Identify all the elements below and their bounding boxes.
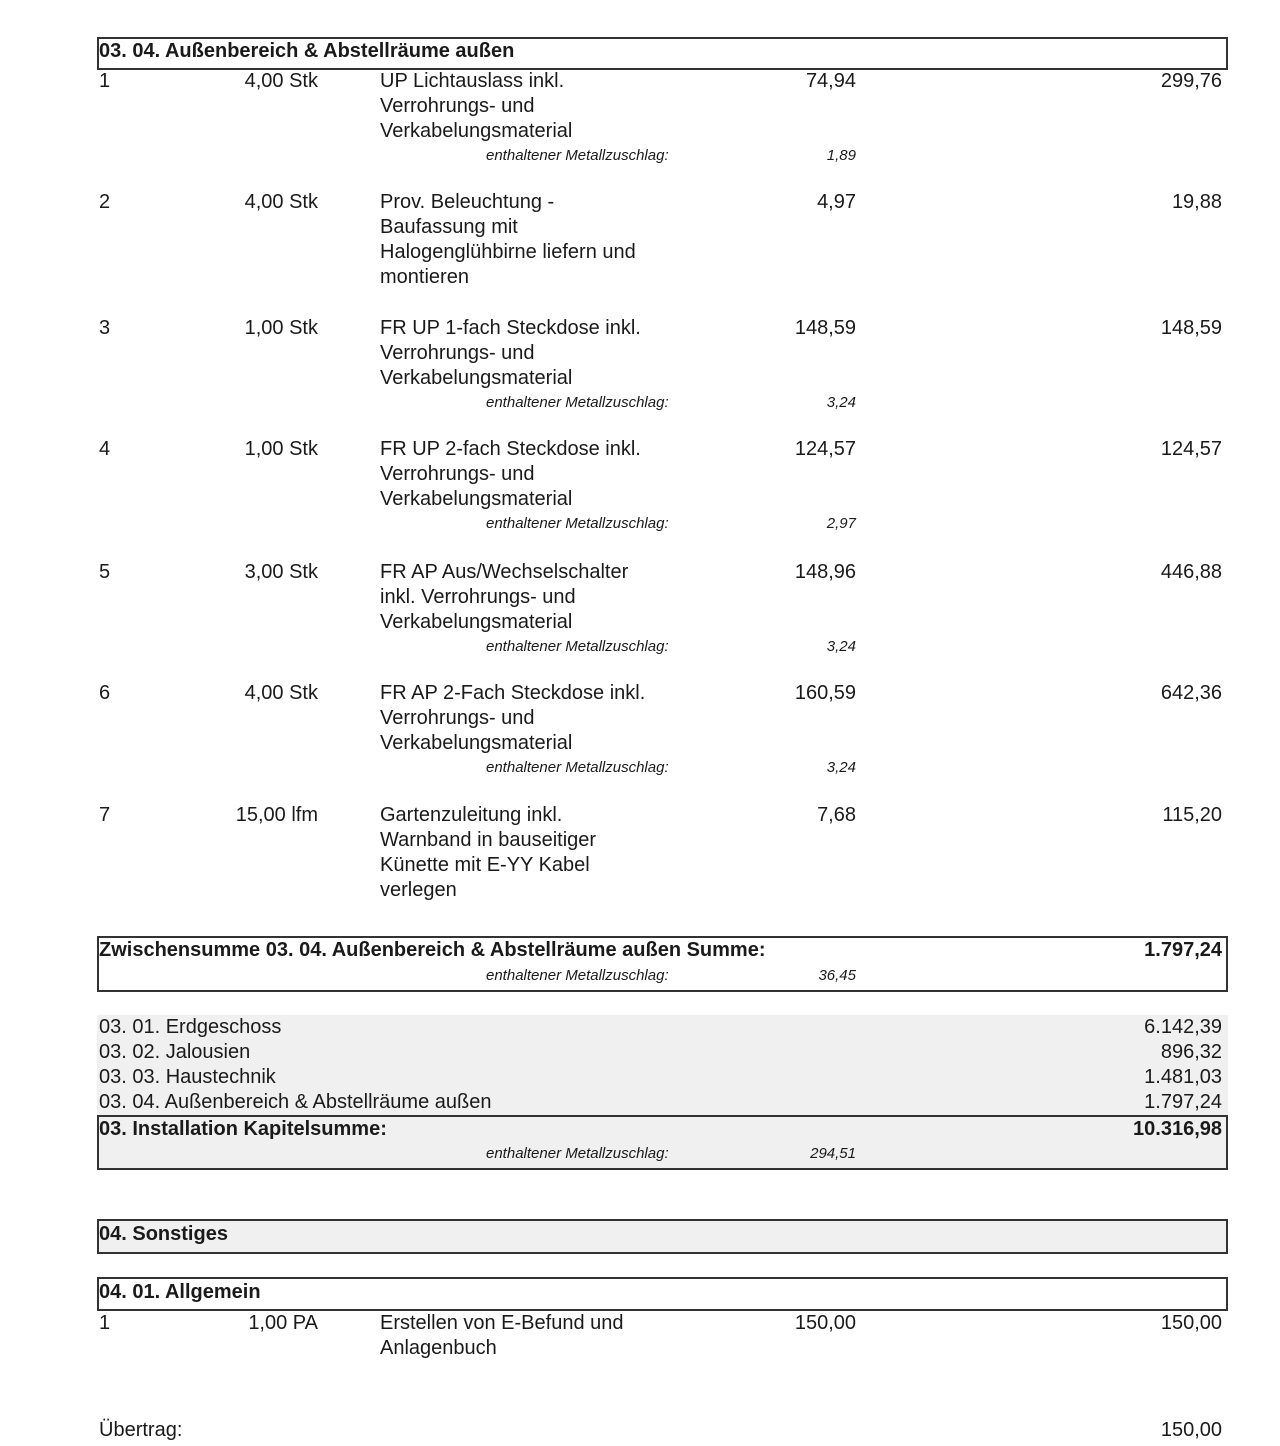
item-metal-note: enthaltener Metallzuschlag: bbox=[486, 394, 669, 411]
item-total: 148,59 bbox=[1160, 317, 1222, 339]
item-qty: 15,00 lfm bbox=[235, 804, 318, 826]
item-description-line: UP Lichtauslass inkl. bbox=[380, 70, 565, 92]
item-description-line: Verkabelungsmaterial bbox=[380, 120, 573, 142]
item-total: 642,36 bbox=[1160, 682, 1222, 704]
carryover-value: 150,00 bbox=[1160, 1419, 1222, 1441]
item-unit-price: 4,97 bbox=[817, 191, 856, 213]
item-description bbox=[380, 560, 710, 635]
chapter-total-value: 10.316,98 bbox=[1133, 1118, 1222, 1140]
summary-row-label: 03. 04. Außenbereich & Abstellräume außen bbox=[99, 1091, 492, 1113]
item-description-line: Verkabelungsmaterial bbox=[380, 488, 573, 510]
item-qty: 1,00 PA bbox=[248, 1312, 318, 1334]
item-qty: 3,00 Stk bbox=[244, 561, 318, 583]
item-qty: 4,00 Stk bbox=[244, 70, 318, 92]
section-0401-header bbox=[97, 1277, 1228, 1311]
chapter-total-label: 03. Installation Kapitelsumme: bbox=[99, 1118, 387, 1140]
item-metal-value: 3,24 bbox=[826, 638, 856, 655]
item-metal-note: enthaltener Metallzuschlag: bbox=[486, 147, 669, 164]
item-qty: 4,00 Stk bbox=[244, 191, 318, 213]
item-qty: 1,00 Stk bbox=[244, 438, 318, 460]
item-description-line: Verrohrungs- und bbox=[380, 707, 535, 729]
item-description-line: Verrohrungs- und bbox=[380, 95, 535, 117]
subtotal-value: 1.797,24 bbox=[1144, 939, 1222, 961]
item-pos: 5 bbox=[99, 561, 111, 583]
item-unit-price: 7,68 bbox=[817, 804, 856, 826]
summary-row-label: 03. 03. Haustechnik bbox=[99, 1066, 276, 1088]
item-pos: 4 bbox=[99, 438, 111, 460]
item-description-line: Halogenglühbirne liefern und bbox=[380, 241, 636, 263]
carryover-label: Übertrag: bbox=[99, 1419, 183, 1441]
item-total: 299,76 bbox=[1160, 70, 1222, 92]
item-unit-price: 148,96 bbox=[794, 561, 856, 583]
item-description-line: Erstellen von E-Befund und bbox=[380, 1312, 624, 1334]
item-pos: 1 bbox=[99, 1312, 111, 1334]
subtotal-metal-value: 36,45 bbox=[818, 967, 856, 984]
item-description-line: FR UP 2-fach Steckdose inkl. bbox=[380, 438, 641, 460]
chapter-04-title: 04. Sonstiges bbox=[99, 1223, 228, 1245]
item-description-line: verlegen bbox=[380, 879, 457, 901]
item-metal-value: 3,24 bbox=[826, 759, 856, 776]
item-description bbox=[380, 316, 710, 391]
item-pos: 7 bbox=[99, 804, 111, 826]
item-metal-value: 3,24 bbox=[826, 394, 856, 411]
subtotal-metal-note: enthaltener Metallzuschlag: bbox=[486, 967, 669, 984]
item-metal-note: enthaltener Metallzuschlag: bbox=[486, 638, 669, 655]
item-description bbox=[380, 190, 710, 290]
item-description bbox=[380, 69, 710, 144]
item-description-line: FR AP 2-Fach Steckdose inkl. bbox=[380, 682, 646, 704]
item-total: 150,00 bbox=[1160, 1312, 1222, 1334]
item-description-line: Warnband in bauseitiger bbox=[380, 829, 597, 851]
item-metal-note: enthaltener Metallzuschlag: bbox=[486, 515, 669, 532]
summary-row-value: 896,32 bbox=[1160, 1041, 1222, 1063]
chapter-metal-note: enthaltener Metallzuschlag: bbox=[486, 1145, 669, 1162]
item-qty: 1,00 Stk bbox=[244, 317, 318, 339]
summary-row-label: 03. 02. Jalousien bbox=[99, 1041, 251, 1063]
item-description-line: Baufassung mit bbox=[380, 216, 518, 238]
item-unit-price: 124,57 bbox=[794, 438, 856, 460]
chapter-04-header bbox=[97, 1219, 1228, 1254]
summary-row-value: 6.142,39 bbox=[1144, 1016, 1222, 1038]
item-metal-note: enthaltener Metallzuschlag: bbox=[486, 759, 669, 776]
item-description bbox=[380, 681, 710, 756]
item-pos: 6 bbox=[99, 682, 111, 704]
item-description bbox=[380, 803, 710, 903]
item-unit-price: 160,59 bbox=[794, 682, 856, 704]
item-total: 115,20 bbox=[1162, 804, 1222, 826]
summary-row-label: 03. 01. Erdgeschoss bbox=[99, 1016, 282, 1038]
item-description-line: FR UP 1-fach Steckdose inkl. bbox=[380, 317, 641, 339]
item-description-line: Verkabelungsmaterial bbox=[380, 611, 573, 633]
summary-row-value: 1.797,24 bbox=[1144, 1091, 1222, 1113]
item-description-line: inkl. Verrohrungs- und bbox=[380, 586, 576, 608]
section-0304-title: 03. 04. Außenbereich & Abstellräume außen bbox=[99, 40, 515, 62]
item-pos: 2 bbox=[99, 191, 111, 213]
item-description-line: Verkabelungsmaterial bbox=[380, 732, 573, 754]
section-0401-title: 04. 01. Allgemein bbox=[99, 1281, 261, 1303]
item-description-line: Gartenzuleitung inkl. bbox=[380, 804, 563, 826]
item-description-line: Verrohrungs- und bbox=[380, 342, 535, 364]
item-description-line: montieren bbox=[380, 266, 469, 288]
item-description-line: Künette mit E-YY Kabel bbox=[380, 854, 590, 876]
item-description bbox=[380, 437, 710, 512]
summary-row-value: 1.481,03 bbox=[1144, 1066, 1222, 1088]
item-unit-price: 148,59 bbox=[794, 317, 856, 339]
item-description-line: FR AP Aus/Wechselschalter bbox=[380, 561, 629, 583]
item-pos: 3 bbox=[99, 317, 111, 339]
item-total: 124,57 bbox=[1160, 438, 1222, 460]
item-unit-price: 150,00 bbox=[794, 1312, 856, 1334]
item-metal-value: 2,97 bbox=[826, 515, 856, 532]
item-qty: 4,00 Stk bbox=[244, 682, 318, 704]
subtotal-label: Zwischensumme 03. 04. Außenbereich & Abstellräume außen Summe: bbox=[99, 939, 766, 961]
chapter-metal-value: 294,51 bbox=[810, 1145, 856, 1162]
item-total: 446,88 bbox=[1160, 561, 1222, 583]
item-description-line: Anlagenbuch bbox=[380, 1337, 497, 1359]
item-pos: 1 bbox=[99, 70, 111, 92]
item-description-line: Verkabelungsmaterial bbox=[380, 367, 573, 389]
item-total: 19,88 bbox=[1171, 191, 1222, 213]
item-description-line: Verrohrungs- und bbox=[380, 463, 535, 485]
item-description bbox=[380, 1311, 710, 1361]
item-unit-price: 74,94 bbox=[805, 70, 856, 92]
item-metal-value: 1,89 bbox=[826, 147, 856, 164]
item-description-line: Prov. Beleuchtung - bbox=[380, 191, 555, 213]
